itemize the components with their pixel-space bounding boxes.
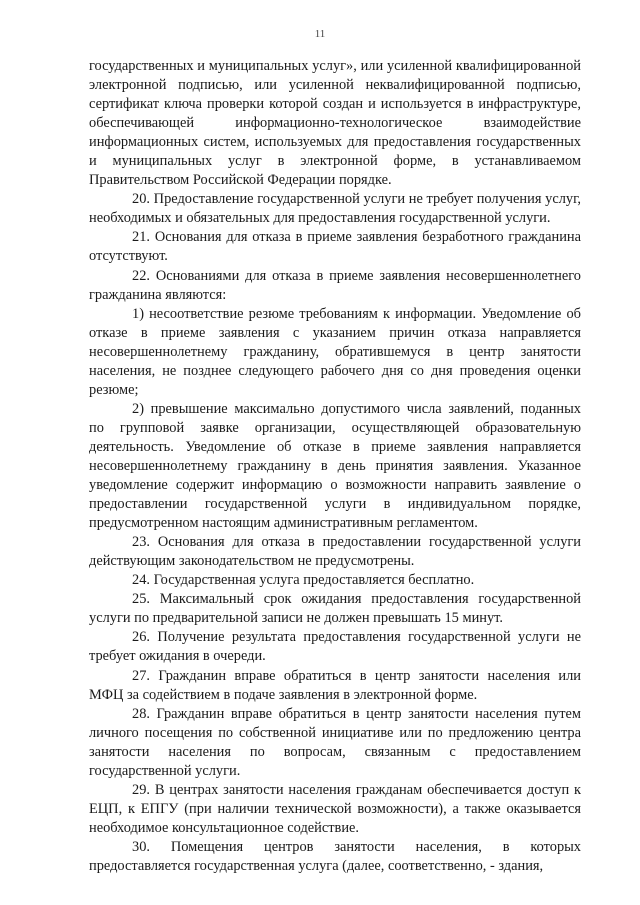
paragraph-22-item-1: 1) несоответствие резюме требованиям к информации. Уведомление об отказе в приеме заявления с указанием причин отказа направляется несовершеннолетнему гражданину, обратившемуся в центр занятости населения, не позднее следующего рабочего дня со дня проведения оценки резюме; bbox=[89, 305, 581, 398]
paragraph-26: 26. Получение результата предоставления государственной услуги не требует ожидания в очереди. bbox=[89, 629, 581, 665]
paragraph-24: 24. Государственная услуга предоставляется бесплатно. bbox=[132, 572, 475, 589]
paragraph-28: 28. Гражданин вправе обратиться в центр занятости населения путем личного посещения по собственной инициативе или по предложению центра занятости населения по вопросам, связанным с предоставлением государственной услуги. bbox=[89, 705, 581, 779]
paragraph-23: 23. Основания для отказа в предоставлении государственной услуги действующим законодательством не предусмотрены. bbox=[89, 534, 581, 570]
paragraph-21: 21. Основания для отказа в приеме заявления безработного гражданина отсутствуют. bbox=[89, 229, 581, 265]
page-number: 11 bbox=[314, 28, 326, 40]
paragraph-29: 29. В центрах занятости населения гражданам обеспечивается доступ к ЕЦП, к ЕПГУ (при наличии технической возможности), а также оказывается необходимое консультационное содействие. bbox=[89, 781, 581, 836]
paragraph-27: 27. Гражданин вправе обратиться в центр занятости населения или МФЦ за содействием в подаче заявления в электронной форме. bbox=[89, 667, 581, 703]
paragraph-25: 25. Максимальный срок ожидания предоставления государственной услуги по предварительной записи не должен превышать 15 минут. bbox=[89, 591, 581, 627]
paragraph-20: 20. Предоставление государственной услуги не требует получения услуг, необходимых и обязательных для предоставления государственной услуги. bbox=[89, 191, 581, 227]
paragraph-22-item-2: 2) превышение максимально допустимого числа заявлений, поданных по групповой заявке организации, осуществляющей образовательную деятельность. Уведомление об отказе в приеме заявления направляется несовершеннолетнему гражданину в день принятия заявления. Указанное уведомление содержит информацию о возможности направить заявление о предоставлении государственной услуги в индивидуальном порядке, предусмотренном настоящим административным регламентом. bbox=[89, 400, 581, 532]
document-body bbox=[89, 57, 581, 876]
paragraph-continuation: государственных и муниципальных услуг», или усиленной квалифицированной электронной подписью, или усиленной неквалифицированной подписью, сертификат ключа проверки которой создан и используется в инфраструктуре, обеспечивающей информационно-технологическое взаимодействие информационных систем, используемых для предоставления государственных и муниципальных услуг в электронной форме, в устанавливаемом Правительством Российской Федерации порядке. bbox=[89, 58, 581, 189]
paragraph-30: 30. Помещения центров занятости населения, в которых предоставляется государственная услуга (далее, соответственно, - здания, bbox=[89, 838, 581, 874]
paragraph-22: 22. Основаниями для отказа в приеме заявления несовершеннолетнего гражданина являются: bbox=[89, 267, 581, 303]
